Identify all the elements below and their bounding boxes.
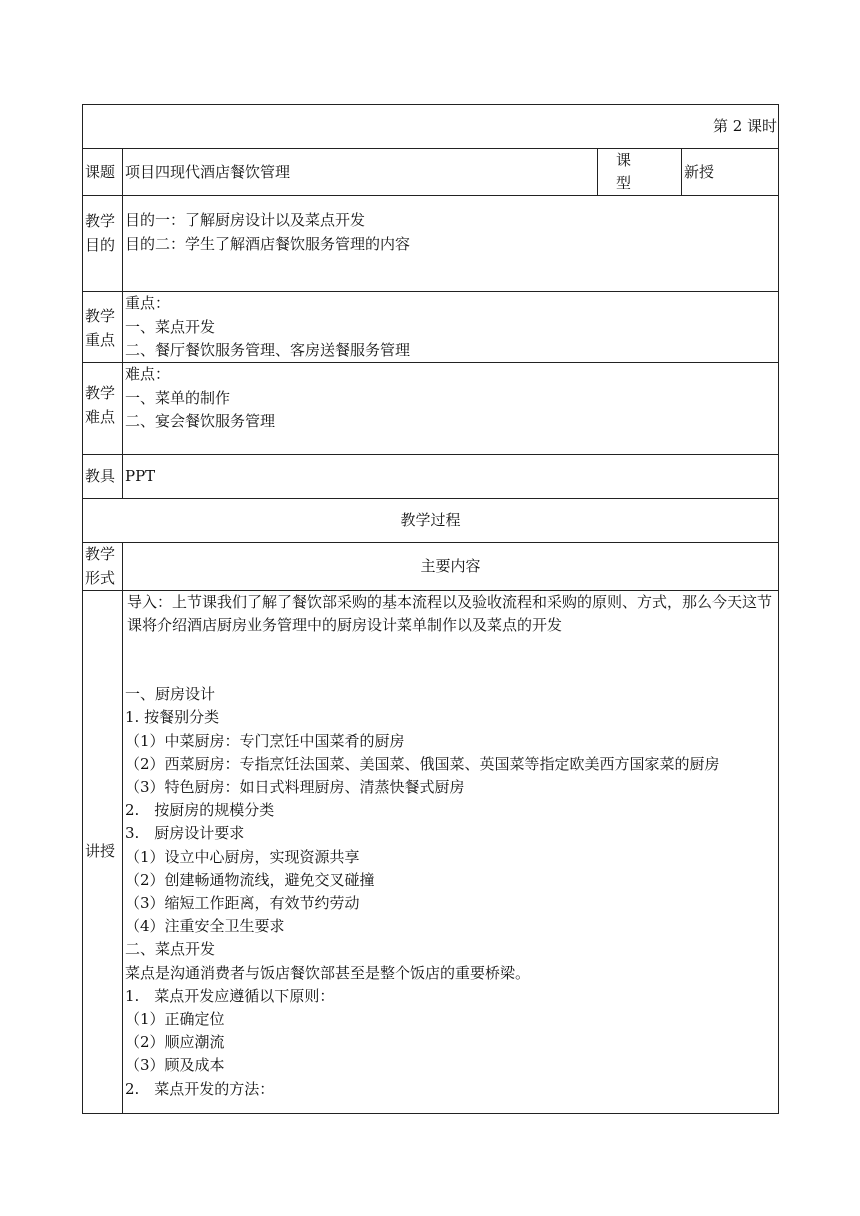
objectives-row: [83, 196, 779, 292]
objective-line: 目的一：了解厨房设计以及菜点开发: [125, 211, 366, 230]
form-header-row: [83, 543, 779, 590]
key-points-label: 教学重点: [83, 292, 123, 363]
objectives-label: 教学目的: [83, 196, 123, 292]
lecture-line: （2）顺应潮流: [125, 1033, 225, 1052]
difficulties-row: [83, 363, 779, 455]
difficulty-line: 一、菜单的制作: [125, 388, 231, 407]
lecture-line: 3. 厨房设计要求: [125, 824, 245, 843]
lecture-line: （2）西菜厨房：专指烹饪法国菜、美国菜、俄国菜、英国菜等指定欧美西方国家菜的厨房: [125, 754, 720, 773]
lecture-row: [83, 590, 779, 1113]
key-point-line: 重点：: [125, 294, 171, 313]
difficulty-line: 难点：: [125, 365, 171, 384]
difficulties-label: 教学难点: [83, 363, 123, 455]
lecture-line: 二、菜点开发: [125, 940, 216, 959]
lecture-line: （1）设立中心厨房，实现资源共享: [125, 847, 360, 866]
process-title-row: [83, 499, 779, 543]
lecture-label: 讲授: [83, 590, 123, 1113]
key-points-content: [123, 292, 779, 363]
lecture-line: （3）特色厨房：如日式料理厨房、清蒸快餐式厨房: [125, 778, 465, 797]
lecture-content: [123, 590, 779, 1113]
lecture-line: （2）创建畅通物流线，避免交叉碰撞: [125, 870, 375, 889]
difficulty-line: 二、宴会餐饮服务管理: [125, 411, 276, 430]
topic-row: [83, 149, 779, 196]
form-label: 教学形式: [83, 543, 123, 590]
lecture-intro: 导入：上节课我们了解了餐饮部采购的基本流程以及验收流程和采购的原则、方式，那么今天这节课将介绍酒店厨房业务管理中的厨房设计菜单制作以及菜点的开发: [127, 592, 773, 635]
key-point-line: 一、菜点开发: [125, 317, 216, 336]
lesson-type-label: 课 型: [598, 149, 682, 196]
objective-line: 目的二：学生了解酒店餐饮服务管理的内容: [125, 234, 411, 253]
lesson-number-row: [83, 105, 779, 149]
key-points-row: [83, 292, 779, 363]
lecture-line: （1）正确定位: [125, 1010, 225, 1029]
topic-label: 课题: [83, 149, 123, 196]
key-point-line: 二、餐厅餐饮服务管理、客房送餐服务管理: [125, 340, 411, 359]
topic-value: 项目四现代酒店餐饮管理: [123, 149, 598, 196]
lecture-line: 2. 按厨房的规模分类: [125, 801, 275, 820]
tools-row: [83, 455, 779, 499]
difficulties-content: [123, 363, 779, 455]
lecture-line: （3）顾及成本: [125, 1056, 225, 1075]
tools-label: 教具: [83, 455, 123, 499]
lecture-line: （3）缩短工作距离，有效节约劳动: [125, 894, 360, 913]
lecture-line: 1. 菜点开发应遵循以下原则：: [125, 986, 335, 1005]
process-title: 教学过程: [83, 499, 779, 543]
content-label: 主要内容: [123, 543, 779, 590]
lecture-line: （4）注重安全卫生要求: [125, 917, 285, 936]
lecture-line: 一、厨房设计: [125, 685, 216, 704]
objectives-content: [123, 196, 779, 292]
lesson-type-value: 新授: [682, 149, 779, 196]
lecture-line: 2. 菜点开发的方法：: [125, 1079, 275, 1098]
lecture-line: 菜点是沟通消费者与饭店餐饮部甚至是整个饭店的重要桥梁。: [125, 963, 531, 982]
lesson-number: 第 2 课时: [83, 105, 779, 149]
lesson-plan-table: [82, 104, 779, 1114]
tools-value: PPT: [123, 455, 779, 499]
lecture-line: （1）中菜厨房：专门烹饪中国菜肴的厨房: [125, 731, 405, 750]
lecture-line: 1. 按餐别分类: [125, 708, 220, 727]
